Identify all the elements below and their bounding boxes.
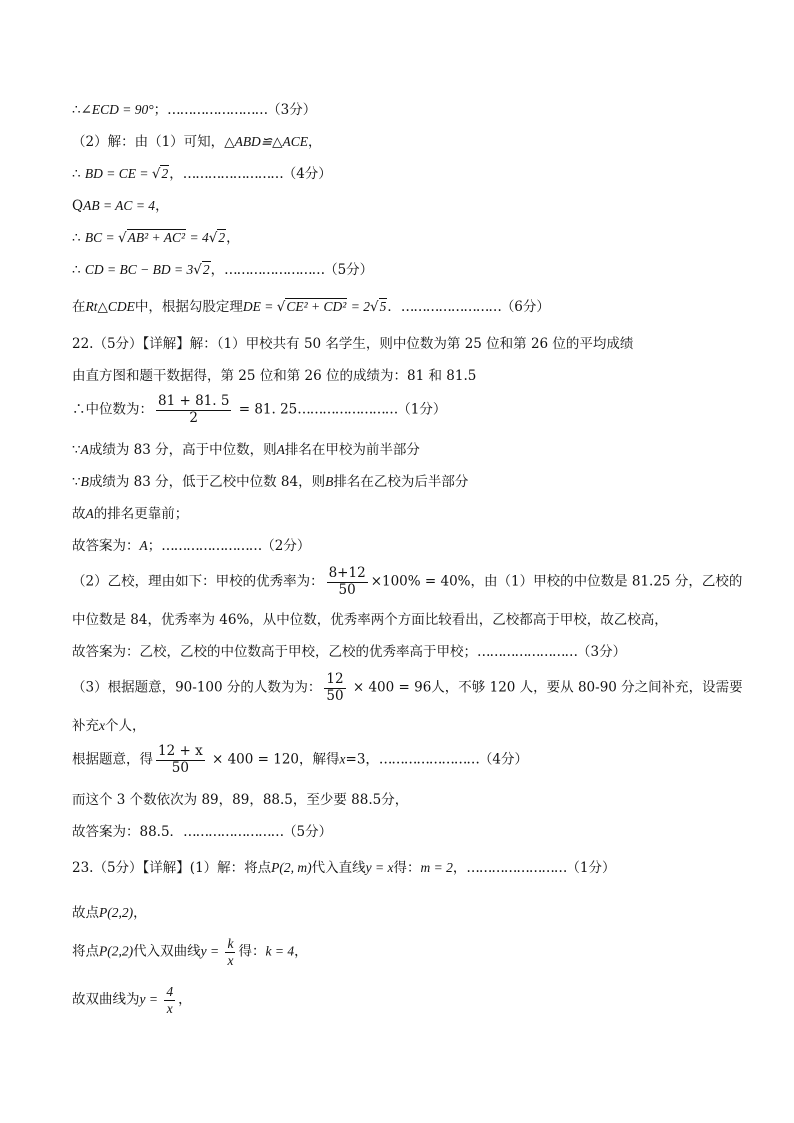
text-line	[72, 164, 332, 184]
math-expr: P(2, m)	[271, 860, 312, 875]
punct: ，	[294, 943, 308, 960]
text-line	[72, 536, 310, 556]
text: 代入双曲线	[133, 943, 201, 960]
symbol: Q	[72, 198, 84, 214]
numerator: 12 + x	[158, 743, 203, 759]
score-label: （2分）	[261, 538, 311, 554]
math-var: A	[85, 506, 94, 521]
text-line	[72, 672, 743, 704]
text-line	[72, 744, 528, 776]
text-line	[72, 366, 476, 386]
punct: ，	[308, 134, 322, 150]
leader-dots: ……………………	[466, 860, 567, 876]
leader-dots: ……………………	[400, 299, 501, 315]
math-expr: = 2	[347, 299, 370, 314]
text: ∴中位数为：	[72, 401, 153, 418]
score-label: （5分）	[283, 824, 333, 840]
denominator: 50	[327, 582, 368, 599]
punct: ；	[153, 102, 168, 118]
text: （3）根据题意，90-100 分的人数为为：	[72, 679, 322, 696]
text-line	[72, 984, 192, 1016]
text: 排名在甲校为前半部分	[284, 442, 420, 458]
score-label: （6分）	[500, 299, 550, 315]
text: 成绩为 83 分，低于乙校中位数 84，则	[88, 474, 326, 490]
radicand: CE² + CD²	[286, 299, 347, 314]
symbol: ∴	[72, 230, 85, 246]
score-label: （5分）	[324, 262, 374, 278]
numerator: 81 + 81. 5	[158, 393, 230, 409]
text-line	[72, 472, 468, 492]
denominator: 50	[326, 687, 344, 704]
text: 补充	[72, 718, 99, 734]
text-line	[72, 790, 408, 810]
symbol: ∵	[72, 474, 81, 490]
question-heading	[72, 334, 633, 354]
text: =3，	[345, 751, 379, 768]
math-expr: m = 2	[420, 860, 453, 875]
text: 由直方图和题干数据得，第 25 位和第 26 位的成绩为：81 和 81.5	[72, 368, 477, 384]
leader-dots: ……………………	[477, 644, 577, 660]
text: 故答案为：	[72, 538, 140, 554]
text-line	[72, 260, 373, 280]
text-line	[72, 440, 420, 460]
sqrt-expr: √5	[369, 299, 387, 315]
radicand: 2	[218, 230, 226, 245]
math-expr: Rt△CDE	[85, 299, 135, 314]
denominator: x	[227, 952, 234, 968]
question-heading	[72, 858, 615, 878]
score-label: （3分）	[267, 102, 317, 118]
punct: ，	[169, 166, 183, 182]
math-expr: AB = AC = 4	[83, 198, 156, 213]
fraction	[324, 672, 345, 704]
text-line	[72, 610, 668, 630]
symbol: ∴	[72, 166, 85, 182]
text: 22.（5分）【详解】解：（1）甲校共有 50 名学生，则中位数为第 25 位和第 26 位的平均成绩	[72, 336, 634, 352]
text: 将点	[72, 943, 99, 960]
punct: ，	[133, 905, 147, 921]
sqrt-expr: √2	[151, 166, 169, 182]
text: 故双曲线为	[72, 991, 140, 1008]
math-var: x	[99, 718, 105, 733]
math-var: B	[80, 474, 89, 489]
math-expr: = 81. 25	[234, 401, 298, 418]
math-expr: P(2,2)	[99, 905, 134, 920]
symbol: ∵	[72, 442, 81, 458]
text: 故点	[72, 905, 99, 921]
text: 故答案为：乙校，乙校的中位数高于甲校，乙校的优秀率高于甲校；	[72, 644, 477, 660]
text: 排名在乙校为后半部分	[333, 474, 469, 490]
text: 代入直线	[311, 860, 366, 876]
math-var: A	[80, 442, 89, 457]
sqrt-expr: √CE² + CD²	[276, 299, 347, 315]
numerator: 8+12	[328, 565, 366, 581]
leader-dots: ……………………	[224, 262, 325, 278]
text: 故答案为：88.5．	[72, 824, 184, 840]
text: 中，根据勾股定理	[134, 299, 243, 315]
text-line	[72, 394, 446, 426]
text-line	[72, 228, 240, 248]
text: 成绩为 83 分，高于中位数，则	[88, 442, 277, 458]
leader-dots: ……………………	[183, 824, 284, 840]
math-expr: k = 4	[265, 943, 295, 959]
symbol: ∴	[72, 102, 81, 118]
score-label: （4分）	[478, 751, 529, 768]
score-label: （1分）	[566, 860, 616, 876]
text-line	[72, 822, 332, 842]
fraction	[164, 984, 175, 1016]
text: 在	[72, 299, 86, 315]
math-expr: DE =	[242, 299, 277, 314]
score-label: （3分）	[577, 644, 627, 660]
math-expr: BC =	[84, 230, 119, 245]
leader-dots: ……………………	[182, 166, 283, 182]
math-expr: y =	[139, 991, 162, 1007]
text: （2）乙校，理由如下：甲校的优秀率为：	[72, 573, 324, 590]
sqrt-expr: √AB² + AC²	[118, 230, 186, 246]
score-label: （4分）	[282, 166, 332, 182]
text-line	[72, 903, 147, 923]
math-expr: CD = BC − BD = 3	[84, 262, 194, 277]
math-expr: BD = CE =	[84, 166, 152, 181]
fraction	[225, 936, 235, 968]
math-var: A	[276, 442, 285, 457]
score-label: （1分）	[397, 401, 447, 418]
denominator: 50	[156, 760, 205, 777]
math-expr: = 4	[186, 230, 209, 245]
math-expr: y = x	[365, 860, 394, 875]
text-line	[72, 196, 169, 216]
radicand: 2	[202, 262, 210, 277]
math-var: x	[339, 751, 346, 767]
symbol: ∴	[72, 262, 85, 278]
text-line	[72, 716, 146, 736]
leader-dots: ……………………	[161, 538, 262, 554]
denominator: 2	[156, 410, 231, 427]
text-line	[72, 642, 626, 662]
sqrt-expr: √2	[193, 262, 210, 278]
denominator: x	[164, 1000, 175, 1017]
sqrt-expr: √2	[208, 230, 226, 246]
text: 的排名更靠前；	[93, 506, 189, 522]
punct: ，	[155, 198, 169, 214]
fraction	[327, 566, 368, 598]
numerator: k	[227, 936, 234, 951]
leader-dots: ……………………	[167, 102, 268, 118]
fraction	[156, 744, 205, 776]
math-expr: ∠ECD = 90°	[80, 102, 154, 117]
math-expr: P(2,2)	[99, 943, 134, 959]
text: 个人，	[105, 718, 146, 734]
text: × 400 = 96人，不够 120 人，要从 80-90 分之间补充，设需要	[348, 679, 743, 696]
punct: ，	[210, 262, 225, 278]
text: （2）解：由（1）可知，	[72, 134, 225, 150]
radicand: AB² + AC²	[127, 230, 186, 245]
text: × 400 = 120，解得	[207, 751, 340, 768]
text-line	[72, 132, 322, 152]
punct: ，	[226, 230, 240, 246]
text-line	[72, 100, 316, 120]
math-var: A	[139, 538, 148, 553]
math-expr: y =	[200, 943, 223, 959]
leader-dots: ……………………	[297, 401, 398, 418]
numerator: 4	[166, 984, 174, 999]
punct: ．	[387, 299, 401, 315]
text: 得：	[393, 860, 421, 876]
numerator: 12	[326, 671, 344, 687]
text: 得：	[238, 943, 266, 960]
text: 故	[72, 506, 86, 522]
radicand: 5	[379, 299, 387, 314]
math-var: B	[325, 474, 334, 489]
punct: ；	[147, 538, 162, 554]
text-line	[72, 936, 308, 968]
radicand: 2	[161, 166, 169, 181]
text: 23.（5分）【详解】(1）解：将点	[72, 860, 272, 876]
punct: ，	[178, 991, 192, 1008]
leader-dots: ……………………	[378, 751, 479, 768]
text: 中位数是 84，优秀率为 46%，从中位数，优秀率两个方面比较看出，乙校都高于甲校，故乙校高，	[72, 612, 668, 628]
text: 而这个 3 个数依次为 89，89，88.5，至少要 88.5分，	[72, 792, 409, 808]
punct: ，	[452, 860, 467, 876]
text: 根据题意，得	[72, 751, 153, 768]
text-line	[72, 297, 550, 317]
fraction	[156, 394, 231, 426]
text-line	[72, 566, 742, 598]
math-expr: △ABD≌△ACE	[224, 134, 309, 149]
text: ×100% = 40%，由（1）甲校的中位数是 81.25 分，乙校的	[370, 573, 743, 590]
text-line	[72, 504, 188, 524]
